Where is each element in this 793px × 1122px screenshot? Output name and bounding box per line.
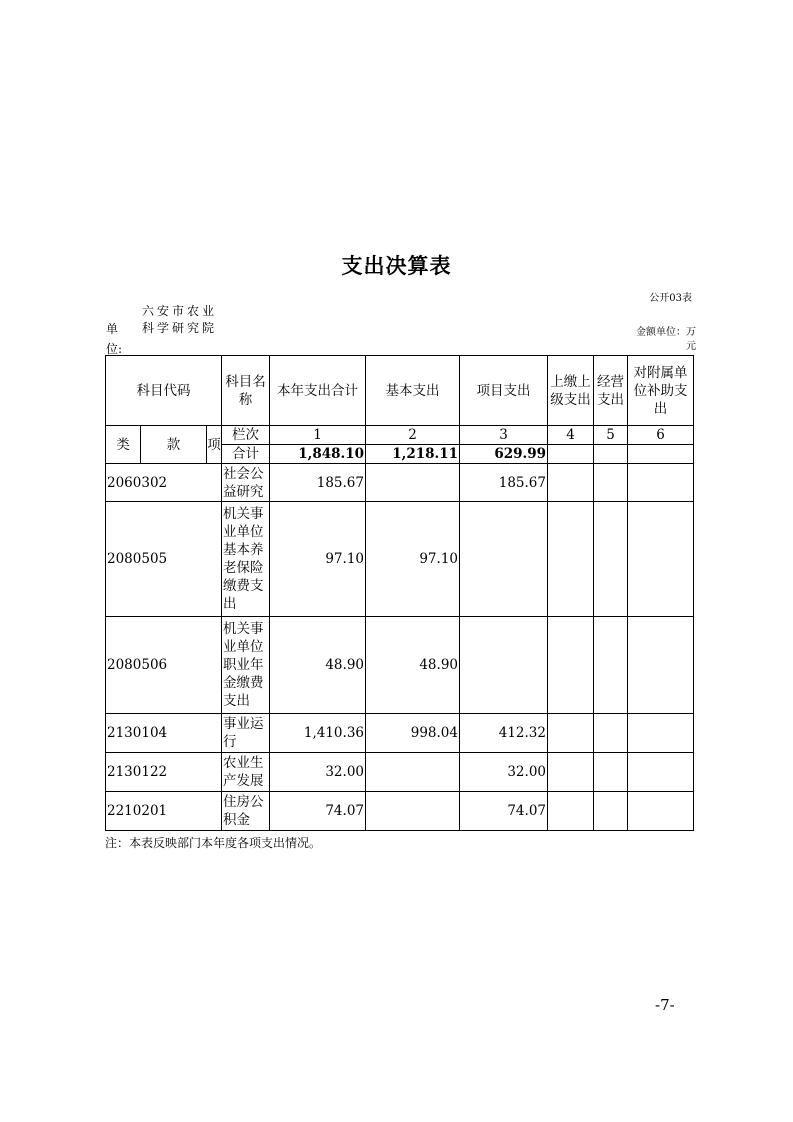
row-total: 74.07 [270,792,366,831]
table-note: 注：本表反映部门本年度各项支出情况。 [105,836,322,850]
row-basic [366,753,460,792]
row-total: 32.00 [270,753,366,792]
row-upper [548,792,594,831]
row-basic [366,464,460,502]
page-number: -7- [655,996,675,1014]
row-upper [548,502,594,617]
header-operating: 经营支出 [594,356,628,426]
row-name: 住房公积金 [222,792,270,831]
col-number-2: 2 [366,426,460,445]
expenditure-table [105,355,694,831]
row-total: 48.90 [270,617,366,714]
row-upper [548,753,594,792]
row-code: 2080506 [106,617,222,714]
table-row [106,714,694,753]
row-upper [548,464,594,502]
header-kuan: 款 [141,426,207,464]
row-subsidy [628,792,694,831]
row-subsidy [628,464,694,502]
total-subsidy [628,445,694,464]
table-row [106,792,694,831]
row-basic: 48.90 [366,617,460,714]
header-project: 项目支出 [460,356,548,426]
row-upper [548,617,594,714]
row-name: 机关事业单位职业年金缴费支出 [222,617,270,714]
row-code: 2060302 [106,464,222,502]
row-operating [594,502,628,617]
row-subsidy [628,753,694,792]
col-number-6: 6 [628,426,694,445]
total-basic: 1,218.11 [366,445,460,464]
row-basic [366,792,460,831]
row-project: 185.67 [460,464,548,502]
unit-label-top: 单 [106,322,119,336]
row-upper [548,714,594,753]
row-project [460,502,548,617]
row-total: 1,410.36 [270,714,366,753]
header-lanci: 栏次 [222,426,270,445]
row-operating [594,617,628,714]
subheader-row [106,426,694,445]
amount-unit: 金额单位：万元 [636,327,696,352]
header-upper: 上缴上级支出 [548,356,594,426]
total-upper [548,445,594,464]
form-number: 公开03表 [649,293,692,304]
header-name: 科目名称 [222,356,270,426]
row-total: 97.10 [270,502,366,617]
row-basic: 998.04 [366,714,460,753]
row-basic: 97.10 [366,502,460,617]
header-code: 科目代码 [106,356,222,426]
row-operating [594,714,628,753]
total-label: 合计 [222,445,270,464]
row-total: 185.67 [270,464,366,502]
table-row [106,617,694,714]
header-row [106,356,694,426]
table-row [106,753,694,792]
row-subsidy [628,617,694,714]
header-xiang: 项 [207,426,222,464]
col-number-1: 1 [270,426,366,445]
col-number-5: 5 [594,426,628,445]
row-project: 74.07 [460,792,548,831]
header-subsidy: 对附属单位补助支出 [628,356,694,426]
row-name: 农业生产发展 [222,753,270,792]
table-row [106,464,694,502]
row-operating [594,464,628,502]
table-row [106,502,694,617]
row-project: 412.32 [460,714,548,753]
row-subsidy [628,502,694,617]
row-project [460,617,548,714]
row-code: 2130122 [106,753,222,792]
row-operating [594,753,628,792]
unit-label-bottom: 位: [106,342,123,356]
row-code: 2080505 [106,502,222,617]
header-lei: 类 [106,426,141,464]
total-amount: 1,848.10 [270,445,366,464]
row-name: 机关事业单位基本养老保险缴费支出 [222,502,270,617]
row-name: 事业运行 [222,714,270,753]
unit-name: 六安市农业科学研究院 [142,304,218,335]
header-total: 本年支出合计 [270,356,366,426]
total-operating [594,445,628,464]
header-basic: 基本支出 [366,356,460,426]
total-project: 629.99 [460,445,548,464]
row-name: 社会公益研究 [222,464,270,502]
row-project: 32.00 [460,753,548,792]
row-subsidy [628,714,694,753]
row-operating [594,792,628,831]
row-code: 2210201 [106,792,222,831]
page-title: 支出决算表 [341,254,452,278]
row-code: 2130104 [106,714,222,753]
col-number-4: 4 [548,426,594,445]
col-number-3: 3 [460,426,548,445]
